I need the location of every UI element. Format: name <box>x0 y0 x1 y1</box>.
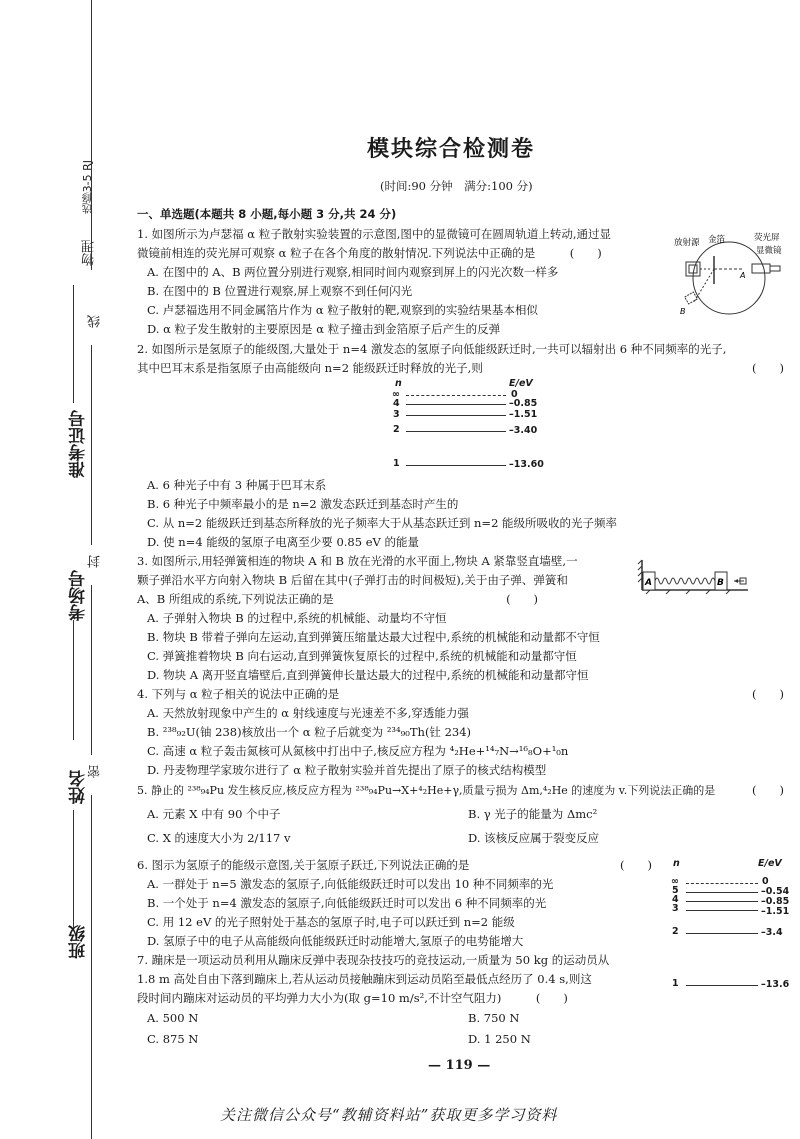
q1-label-a: A <box>740 271 746 280</box>
field-exam-room: 考场号 <box>69 570 89 621</box>
q4-stem-line: 4. 下列与 α 粒子相关的说法中正确的是 <box>137 687 340 701</box>
q2-stem-line: 其中巴耳末系是指氢原子由高能级向 n=2 能级跃迁时释放的光子,则 <box>137 361 483 375</box>
q6-n-label: 4 <box>672 894 679 905</box>
q6-option-b: B. 一个处于 n=4 激发态的氢原子,向低能级跃迁时可以发出 6 种不同频率的光 <box>147 896 547 910</box>
field-class: 班级 <box>69 925 89 959</box>
q3-block-a-label: A <box>645 578 652 588</box>
q4-option-c: C. 高速 α 粒子轰击氮核可从氮核中打出中子,核反应方程为 ⁴₂He+¹⁴₇N→¹⁶₈O+¹₀n <box>147 744 569 758</box>
q3-option-a: A. 子弹射入物块 B 的过程中,系统的机械能、动量均不守恒 <box>147 611 447 625</box>
q3-option-c: C. 弹簧推着物块 B 向右运动,直到弹簧恢复原长的过程中,系统的机械能和动量都守恒 <box>147 649 577 663</box>
field-exam-room-blank <box>73 620 74 740</box>
q6-e-axis-label: E/eV <box>758 858 782 869</box>
q6-e-value: –1.51 <box>761 906 790 917</box>
binding-line <box>91 345 92 545</box>
q6-e-value: –0.54 <box>761 886 790 897</box>
q2-n-label: 2 <box>393 424 400 435</box>
q7-stem-line: 1.8 m 高处自由下落到蹦床上,若从运动员接触蹦床到运动员陷至最低点经历了 0.4 s,则这 <box>137 972 592 986</box>
q6-e-value: 0 <box>762 876 769 887</box>
q5-answer-paren: ( ) <box>752 783 784 797</box>
q2-e-value: –1.51 <box>509 409 538 420</box>
q6-answer-paren: ( ) <box>620 858 652 872</box>
field-name: 姓名 <box>69 770 89 804</box>
q7-option-d: D. 1 250 N <box>468 1032 531 1046</box>
field-exam-number: 准考证号 <box>69 410 89 478</box>
q6-n-label: 3 <box>672 903 679 914</box>
q6-option-c: C. 用 12 eV 的光子照射处于基态的氢原子时,电子可以跃迁到 n=2 能级 <box>147 915 515 929</box>
q6-e-value: –3.4 <box>761 927 783 938</box>
binding-line <box>91 795 92 1139</box>
q6-option-d: D. 氢原子中的电子从高能级向低能级跃迁时动能增大,氢原子的电势能增大 <box>147 934 524 948</box>
field-name-blank <box>73 810 74 930</box>
q7-option-c: C. 875 N <box>147 1032 199 1046</box>
q5-stem-line: 5. 静止的 ²³⁸₉₄Pu 发生核反应,核反应方程为 ²³⁸₉₄Pu→X+⁴₂He+γ,质量亏损为 Δm,⁴₂He 的速度为 v.下列说法正确的是 <box>137 784 716 797</box>
q3-stem-line: A、B 所组成的系统,下列说法正确的是 ( ) <box>137 592 539 606</box>
cut-mark-secret: 密 <box>88 765 103 778</box>
q6-e-value: –0.85 <box>761 896 790 907</box>
q2-n-label: 1 <box>393 458 400 469</box>
q3-block-b-label: B <box>717 578 724 588</box>
q2-e-value: –3.40 <box>509 425 538 436</box>
exam-meta: (时间:90 分钟 满分:100 分) <box>380 179 533 193</box>
q2-energy-level-diagram <box>392 378 552 473</box>
q1-option-b: B. 在图中的 B 位置进行观察,屏上观察不到任何闪光 <box>147 284 413 298</box>
q6-n-label: 2 <box>672 926 679 937</box>
binding-line <box>91 585 92 755</box>
binding-line <box>91 0 92 270</box>
footer-note: 关注微信公众号“教辅资料站”获取更多学习资料 <box>220 1106 558 1124</box>
cut-mark-seal: 封 <box>88 555 103 568</box>
q3-option-d: D. 物块 A 离开竖直墙壁后,直到弹簧伸长量达最大的过程中,系统的机械能和动量都守恒 <box>147 668 589 682</box>
q4-option-b: B. ²³⁸₉₂U(铀 238)核放出一个 α 粒子后就变为 ²³⁴₉₀Th(钍 234) <box>147 725 472 739</box>
q2-n-axis-label: n <box>395 378 402 389</box>
q1-option-c: C. 卢瑟福选用不同金属箔片作为 α 粒子散射的靶,观察到的实验结果基本相似 <box>147 303 538 317</box>
q2-n-label: 4 <box>393 398 400 409</box>
subject-label: 物理 <box>82 240 97 266</box>
page-title: 模块综合检测卷 <box>367 136 536 162</box>
q2-e-value: 0 <box>511 389 518 400</box>
q1-stem-line: 微镜前相连的荧光屏可观察 α 粒子在各个角度的散射情况.下列说法中正确的是 ( ) <box>137 246 602 260</box>
q6-n-label: 5 <box>672 885 679 896</box>
q7-stem-line: 段时间内蹦床对运动员的平均弹力大小为(取 g=10 m/s²,不计空气阻力) ( ) <box>137 991 568 1005</box>
q1-label-b: B <box>680 307 686 316</box>
q5-option-a: A. 元素 X 中有 90 个中子 <box>147 807 281 821</box>
q2-e-value: –0.85 <box>509 398 538 409</box>
q6-energy-level-diagram <box>670 858 794 994</box>
q1-option-d: D. α 粒子发生散射的主要原因是 α 粒子撞击到金箔原子后产生的反弹 <box>147 322 501 336</box>
q7-option-b: B. 750 N <box>468 1011 520 1025</box>
q2-option-a: A. 6 种光子中有 3 种属于巴耳末系 <box>147 478 327 492</box>
q4-option-a: A. 天然放射现象中产生的 α 射线速度与光速差不多,穿透能力强 <box>147 706 469 720</box>
q1-label-source: 放射源 <box>674 238 700 248</box>
q6-n-label: ∞ <box>671 876 679 887</box>
q2-n-label: 3 <box>393 409 400 420</box>
q1-rutherford-figure <box>672 228 792 323</box>
q2-n-label: ∞ <box>392 389 400 400</box>
q4-option-d: D. 丹麦物理学家玻尔进行了 α 粒子散射实验并首先提出了原子的核式结构模型 <box>147 763 547 777</box>
q2-option-b: B. 6 种光子中频率最小的是 n=2 激发态跃迁到基态时产生的 <box>147 497 459 511</box>
q3-spring-block-figure <box>636 558 752 596</box>
q3-stem-line: 颗子弹沿水平方向射入物块 B 后留在其中(子弹打击的时间极短),关于由子弹、弹簧和 <box>137 573 568 587</box>
q6-e-value: –13.6 <box>761 979 790 990</box>
q7-stem-line: 7. 蹦床是一项运动员利用从蹦床反弹中表现杂技技巧的竞技运动,一质量为 50 kg 的运动员从 <box>137 953 610 967</box>
q7-option-a: A. 500 N <box>147 1011 199 1025</box>
field-exam-number-blank <box>73 285 74 403</box>
page-number: — 119 — <box>428 1058 491 1073</box>
q4-answer-paren: ( ) <box>752 687 784 701</box>
section-heading: 一、单选题(本题共 8 小题,每小题 3 分,共 24 分) <box>137 207 397 221</box>
q6-n-axis-label: n <box>673 858 680 869</box>
q3-stem-line: 3. 如图所示,用轻弹簧相连的物块 A 和 B 放在光滑的水平面上,物块 A 紧靠竖直墙壁,一 <box>137 554 578 568</box>
q3-option-b: B. 物块 B 带着子弹向左运动,直到弹簧压缩量达最大过程中,系统的机械能和动量都不守恒 <box>147 630 600 644</box>
q6-n-label: 1 <box>672 978 679 989</box>
q1-option-a: A. 在图中的 A、B 两位置分别进行观察,相同时间内观察到屏上的闪光次数一样多 <box>147 265 559 279</box>
q2-stem-line: 2. 如图所示是氢原子的能级图,大量处于 n=4 激发态的氢原子向低能级跃迁时,一共可以辐射出 6 种不同频率的光子, <box>137 342 727 356</box>
q1-label-screen: 荧光屏 <box>754 233 780 243</box>
q1-label-foil: 金箔 <box>708 235 726 245</box>
q2-option-c: C. 从 n=2 能级跃迁到基态所释放的光子频率大于从基态跃迁到 n=2 能级所吸收的光子频率 <box>147 516 618 530</box>
q2-option-d: D. 使 n=4 能级的氢原子电离至少要 0.85 eV 的能量 <box>147 535 419 549</box>
q6-stem-line: 6. 图示为氢原子的能级示意图,关于氢原子跃迁,下列说法正确的是 <box>137 858 470 872</box>
q5-option-d: D. 该核反应属于裂变反应 <box>468 831 600 845</box>
q2-e-axis-label: E/eV <box>509 378 533 389</box>
cut-mark-line: 线 <box>88 315 103 328</box>
q1-stem-line: 1. 如图所示为卢瑟福 α 粒子散射实验装置的示意图,图中的显微镜可在圆周轨道上转动,通过显 <box>137 227 612 241</box>
q5-option-b: B. γ 光子的能量为 Δmc² <box>468 807 598 821</box>
q2-answer-paren: ( ) <box>752 361 784 375</box>
q5-option-c: C. X 的速度大小为 2/117 v <box>147 831 291 845</box>
q2-e-value: –13.60 <box>509 459 544 470</box>
q6-option-a: A. 一群处于 n=5 激发态的氢原子,向低能级跃迁时可以发出 10 种不同频率的光 <box>147 877 554 891</box>
q1-label-microscope: 显微镜 <box>756 246 782 256</box>
edition-label: 选修3-5 RJ <box>81 160 94 215</box>
